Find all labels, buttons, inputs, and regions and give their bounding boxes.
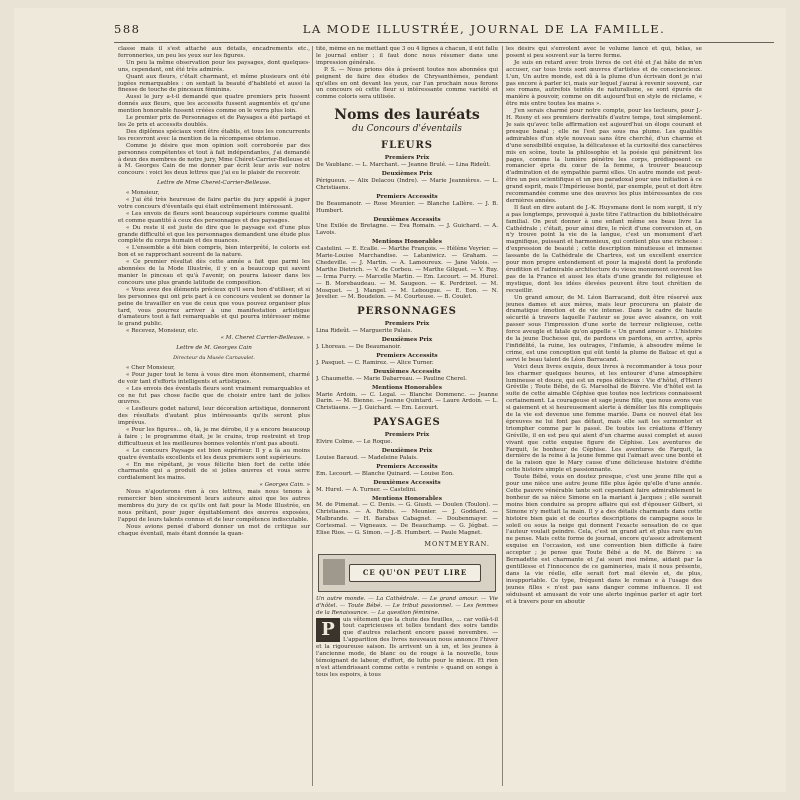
laureates-title-block [316,107,498,135]
prize-list: Louise Baraud. — Madeleine Palais. [316,454,418,461]
article-signature: MONTMEYRAN. [424,539,490,548]
prize-list: J. Chaumette. — Marie Dabarreau. — Pauline Cherel. [316,375,467,382]
paragraph: J'en serais charmé pour notre compte, pour les lecteurs, pour J.-H. Rosny et ses premiers derivatifs d'autre temps, tout simplement. Je sais qu'avec telle affirmation est aujourd'hui un éloge courant et presque banal ; elle ne l'est pas sous ma plume. Les qualités admirables d'un style nouveau sans être cherché, d'un charme et d'une sensibilité exquise, la délicatesse et la curiosité des caractères mis en scène, toute la philosophie et la poésie qui pénètrent les pages, comme la lumière pénètre les corps, prédisposent ce romancier épris du cœur de la femme, à trouver beaucoup d'admiration et de sympathie parmi elles. Un autre monde est peut-être un peu scientifique et un peu paradoxal pour une initiation à ce grand esprit, mais l'Impérieuse bonté, par exemple, peut et doit être recommandée comme une des œuvres les plus intéressantes de ces dernières années. [506,108,702,204]
prize-heading: Premiers Prix [384,321,430,328]
paragraph: « L'ensemble a été bien compris, bien interprété, le coloris est bon et se rapprochant souvent de la nature. [118,245,310,259]
salutation: « Cher Monsieur, [126,364,175,371]
journal-title: LA MODE ILLUSTRÉE, JOURNAL DE LA FAMILLE. [302,22,666,36]
prize-list: M. de Pimenat. — C. Denis. — G. Giusti. — Doulen (Toulon). — Christiaens. — A. Rebiis. — Meunier. — J. Goddard. — Malbrande. — H. Barabas Cabagnet. — Doubenmayer. — Cortesmal. — Vigneaux. — De Beauchamp. — G. Jégbat. — Elise Rios. — G. Simon. — J.-B. Humbert. — Paule Magnet. [316,502,498,537]
column-rule-left [312,46,313,786]
prize-heading: Deuxièmes Prix [381,337,433,344]
paragraph: « En me répétant, je vous félicite bien fort de cette idée charmante qui a produit de si jolies œuvres et vous serre cordialement les mains. [118,461,310,482]
prize-heading: Deuxièmes Prix [381,448,433,455]
category-heading-personnages: PERSONNAGES [357,306,457,318]
prize-list: Elvire Colme. — Le Roque. [316,439,393,446]
paragraph: tité, même en ne mettant que 3 ou 4 lignes à chacun, il eût fallu le journal entier ; il faut donc nous résumer dans une impression générale. [316,46,498,66]
prize-heading: Premiers Accessits [376,193,438,200]
letter-heading: Lettre de Mme Cheret-Carrier-Belleuse. [157,180,271,187]
paragraph: Un grand amour, de M. Léon Barracand, doit être réservé aux jeunes dames et aux mères, mais leur procurera un plaisir de dramatique émotion et de vie intense. Dans le cadre de haute sécurité à travers laquelle l'auteur se joue avec aisance, on voit passer sous l'impression d'une sorte de terreur religieuse, cette force aveugle et fatale qu'on appelle « Un grand amour ». L'histoire de la jeune Duchesse qui, de pardons en pardons, en arrive, après l'infidélité, la ruine, les outrages, l'infamie, à absoudre même le crime, est une conception qui eût tenté la plume de Balzac et qui a servi le beau talent de Léon Barracand. [506,294,702,363]
letter-subheading: Directeur du Musée Carnavalet. [173,354,255,361]
paragraph: « J'ai été très heureuse de faire partie du jury appelé à juger votre concours d'éventails qui était extrêmement intéressant. [118,197,310,210]
paragraph: Un peu la même observation pour les paysages, dont quelques-uns, cependant, ont été très admirés. [118,59,310,73]
prize-heading: Mentions Honorables [371,495,442,502]
prize-list: De Beaumanoir. — Rose Meunier. — Blanche Lallère. — J. B. Humbert. [316,200,498,214]
prize-heading: Premiers Accessits [376,353,438,359]
prize-list: M. Hurel. — A. Turner. — Castelini. [316,486,417,493]
paragraph: Comme je désire que mon opinion soit corroborée par des personnes compétentes et tout à fait indépendantes, j'ai demandé à deux des membres de notre jury, Mme Chéret-Carrier-Belleuse et à M. Georges Cain de me donner par écrit leur avis sur notre concours : voici les deux lettres que j'ai eu le plaisir de recevoir. [118,142,310,177]
paragraph: Nous avions pensé d'abord donner un mot de critique sur chaque éventail, mais étant donnée la quan- [118,523,310,537]
banner-title: CE QU'ON PEUT LIRE [349,564,481,582]
paragraph: « Pour les figures... oh, là, je me dérobe, il y a encore beaucoup à faire ; le programme était, je le crains, trop restreint et trop difficultueux et les meilleures bonnes volontés n'ont pas abouti. [118,427,310,447]
salutation: « Monsieur, [126,190,160,197]
laureates-subtitle: du Concours d'éventails [352,124,462,135]
paragraph: « Lesfleurs godet naturel, leur décoration artistique, donneront des résultats d'autant plus intéressants qu'ils seront plus imprévus. [118,406,310,427]
prize-heading: Deuxièmes Accessits [373,479,441,486]
page-header [114,18,774,43]
prize-list: J. Pasquet. — C. Ramirez. — Alice Turner. [316,359,434,366]
paragraph: les désirs qui s'envolent avec le volume lancé et qui, hélas, se posent si peu souvent sur la terre ferme. [506,46,702,59]
paragraph: Je suis en retard avec trois livres de cet été et j'ai hâte de m'en accuser, car tous trois sont œuvres d'artistes et de consciencieux. L'un, Un autre monde, est dû à la plume d'un écrivain dont je n'ai pas encore à parler ici, mais sur lequel j'aurai à revenir souvent, car ses romans, autrefois teintés de naturalisme, se sont épurés de manière à pouvoir, comme on dit aujourd'hui en style de réclame, « être mis entre toutes les mains ». [506,59,702,108]
signature: « Georges Cain. » [259,482,310,489]
prize-heading: Premiers Prix [384,432,430,439]
prize-heading: Premiers Prix [384,155,430,162]
letter-heading: Lettre de M. Georges Cain [176,345,252,352]
laureates-title: Noms des lauréats [334,107,480,124]
section-banner [318,554,496,592]
paragraph: Nous n'ajouterons rien à ces lettres, mais nous tenons à remercier bien sincèrement leurs auteurs ainsi que les autres membres du jury de ce qu'ils ont fait pour la Mode Illustrée, en nous prêtant, pour juger équitablement des œuvres exposées, l'appui de leurs talents connus et de leur compétence indiscutable. [118,489,310,523]
prize-list: Castelini. — E. Ecalle. — Marthe François. — Hélène Veyrier. — Marie-Louise Marchandise. — Lataniwicz. — Graham. — Chedeville. — J. Martin. — A. Lamoureux. — Jane Valois. — Marthe Dietrich. — V. de Corbeu. — Marthe Gilquet. — V. Ruy. — Irma Furry. — Marcelle Martin. — Em. Lecourt. — M. Hurel. — B. Morebaudeau. — M. Saugeon. — K. Perdrizet. — M. Mosquet. — J. Mangel. — M. Lebougue. — E. Eon. — N. Jevelier. — M. Boudelon. — M. Courteuse. — B. Coulet. [316,246,498,301]
prize-heading: Deuxièmes Accessits [373,216,441,223]
prize-heading: Deuxièmes Prix [381,171,433,178]
prize-list: De Vaublanc. — L. Marchant. — Jeanne Brulé. — Lina Rideût. [316,162,491,169]
prize-heading: Mentions Honorables [371,384,442,391]
prize-heading: Mentions Honorables [371,239,442,246]
paragraph: P. S. — Nous prions dès à présent toutes nos abonnées qui peignent de faire des études de Chrysanthèmes, pendant qu'elles en ont devant les yeux, car l'an prochain nous ferons un concours où cette fleur si intéressante comme variété et comme coloris sera utilisée. [316,66,498,101]
book-list: Un autre monde. — La Cathédrale. — Le grand amour. — Vie d'hôtel. — Toute Bébé. — Le tribut passionnel. — Les femmes de la Renaissance. — La question féminine. [316,595,498,616]
page [14,8,786,792]
paragraph: Quant aux fleurs, c'était charmant, et même plusieurs ont été jugées remarquables : on sentait la beauté d'habileté et aussi la finesse de touche de pinceaux féminins. [118,73,310,94]
prize-heading: Premiers Accessits [376,463,438,470]
paragraph: Aussi le jury a-t-il demandé que quatre premiers prix fussent donnés aux fleurs, que les accessits fussent augmentés et qu'une mention honorable fussent créées comme on le verra plus loin. [118,94,310,115]
page-number: 588 [114,22,141,36]
paragraph: Le premier prix de Personnages et de Paysages a été partagé et les 2e prix et accessits doublés. [118,115,310,128]
paragraph: « Les envois de fleurs sont beaucoup supérieurs comme qualité et comme quantité à ceux des personnages et des paysages. [118,210,310,224]
prize-list: Marie Ardoin. — C. Legal. — Blanche Dommenc. — Jeanne Darin. — M. Bienne. — Jeanne Quintard. — Laure Ardoin. — L. Christiaens. — J. Guichard. — Em. Lecourt. [316,391,498,412]
paragraph: uis vêtement que la chute des feuilles, ... car voilà-t-il tout capricieuses et telles tendant des soirs tandis que d'autres relachent encore passé novembre. — L'apparition des livres nouveaux nous annonce l'hiver et la rigoureuse saison. Ils arrivent un à un, et les jeunes à l'ancienne mode, de blanc ou de rouge à la nouvelle, tous témoignant de labeur, d'effort, de lutte pour le mieux. Et rien n'est attendrissant comme cette « rentrée » quand on songe à tous les espoirs, à tous [316,616,498,678]
paragraph: « Les envois des éventails fleurs sont vraiment remarquables et ce ne fut pas chose facile que de choisir entre tant de jolies œuvres. [118,385,310,406]
dropcap-letter: P [316,618,340,642]
signature: « M. Cheret Carrier-Belleuse. » [220,335,310,342]
ornament-icon [323,559,345,585]
paragraph: « Le concours Paysage est bien supérieur. Il y a là au moins quatre éventails excellents et les deux premiers sont supérieurs. [118,447,310,461]
prize-list: Em. Lecourt. — Blanche Quinard. — Louise Eon. [316,470,454,477]
column-left [118,46,310,786]
column-right [506,46,702,786]
column-rule-right [502,46,503,786]
prize-list: J. Lhoreau. — De Beaumanoir. [316,344,402,351]
prize-list: Périgueux. — Alix Delacou (Indre). — Marie Jeannières. — L. Christiaens. [316,177,498,191]
paragraph: Des diplômes spéciaux vont être établis, et tous les concurrents les recevront avec la mention de la récompense obtenue. [118,128,310,142]
paragraph: « Ce premier résultat dès cette année a fait que parmi les abonnées de la Mode Illustrée, il y en a beaucoup qui savent manier le pinceau et qu'à l'avenir, on pourra laisser dans les concours une plus grande latitude de composition. [118,259,310,286]
paragraph: Toute Bébé, vous en doutez presque, c'est une jeune fille qui a pour une nièce une autre jeune fille plus âgée qu'elle d'une année. Cette pauvre vénérable tante soit cependant faire admirablement le bonheur de sa nièce Simone en la mariant à Jacques ; elle saurait moins bien conduire sa propre affaire qui est d'épouser Gilbert, si Simone n'y mettait la main. Il y a des détails charmants dans cette histoire bien gaie et de courtes descriptions de campagne sous le soleil ou sous la neige qui donnent l'exacte sensation de ce que l'auteur voulait peindre. Cela, c'est un grand art et plus rare qu'on ne pense. Mais cette forme de journal, encore qu'assez adroitement exquise en l'occasion, est une convention bien difficile à faire accepter ; je pense que Toute Bébé a de M. de Bièvre : sa Bernadette est charmante et j'ai souri moi même, aidant par la gentillesse et l'innocence de ce gamineries, mais il nous présente, dans la vie réelle, elle serait fort mal élevée et, de plus, insupportable. Ce type, fréquent dans le roman e à l'usage des jeunes filles « n'est pas sans danger comme influence. Il est séduisant et amusant de voir une alerte ingénue parler et agir tort et à travers pour en aboutir [506,474,702,605]
paragraph: Il faut en dire autant de J.-K. Huysmans dont le nom surgit, il n'y a pas longtemps, provoqué à juste titre l'attraction du bibliothécaire familial. On peut donner à une enfant même ses beau livre La Cathédrale ; c'était, pour ainsi dire, le récit d'une conversion et, on n'y trouve point la vie de la langue, c'est un monument d'art magnifique, puissant et harmonieux, qui contient plus une richesse : d'expression de beauté ; cette description minutieuse et immense lassante de la Cathédrale de Chartres, est un excellent exercice pour mon propre entendement et pour la majesté dont la profonde érudition et l'admirable architecture du vieux monument ouvrent les pas de la France et aussi les états d'une grande foi religieuse et mystique, dont les idées élevées peuvent être tout chrétien de recueillir. [506,204,702,294]
paragraph: Voici deux livres exquis, deux livres à recommander à tous pour les charmer quelques heures, et les entourer d'une atmosphère lumineuse et douce, qui est un repos délicieux : Vie d'hôtel, d'Henri Gréville ; Toute Bébé, de G. Marsolhal de Bièvre. Vie d'hôtel est la suite de cette aimable Céphise que toutes nos lectrices connaissent certainement. La courageuse et sage jeune fille, que nous avons vue si gaiement et si heureusement alerte à démêler les fils compliqués de la vie est devenue une femme mariée. Dans ce nouvel état les épreuves ne lui font pas défaut, mais elle sait les surmonter et triompher comme par le passé. De toutes les créations d'Henry Gréville, il en est peu qui aient d'un charme aussi complet et aussi vivant que cette exquise figure de Céphise. Les aventures de Farquit, le bonheur de Céphise. Les aventures de Farquit, la dernière de la reine à la jeune femme qui l'aimait avec une bonté et de la raison que le Mary cause d'une délicieuse histoire d'édifie cette histoire simple et passionnante. [506,363,702,474]
prize-list: Une Exilée de Bretagne. — Eva Romain. — J. Guichard. — A. Lavois. [316,223,498,237]
paragraph: « Du reste il est juste de dire que le paysage est d'une plus grande difficulté et que les personnages demandent une étude plus complète du corps humain et des nuances. [118,224,310,245]
paragraph: « Pour juger tout le tenu à vous dire mon étonnement, charmé de voir tant d'efforts intelligents et artistiques. [118,371,310,385]
prize-list: Lina Rideût. — Marguerite Palais. [316,328,413,335]
category-heading-fleurs: FLEURS [380,140,433,152]
paragraph: « Vous avez des éléments précieux qu'il sera bon d'utiliser, et si les personnes qui ont pris part à ce concours veulent se donner la peine de travailler en vue de ceux que vous pouvez organiser plus tard, vous pourrez arriver à une manifestation artistique d'amateurs tout à fait remarquable et qui pourra intéresser même le grand public. [118,286,310,328]
paragraph: classe mais il s'est attaché aux détails, encadrements etc., ferronneries, un peu les yeux sur les figures. [118,46,310,59]
closing: « Recevez, Monsieur, etc. [126,328,199,335]
category-heading-paysages: PAYSAGES [373,417,441,429]
column-middle [316,46,498,786]
prize-heading: Deuxièmes Accessits [373,368,441,375]
